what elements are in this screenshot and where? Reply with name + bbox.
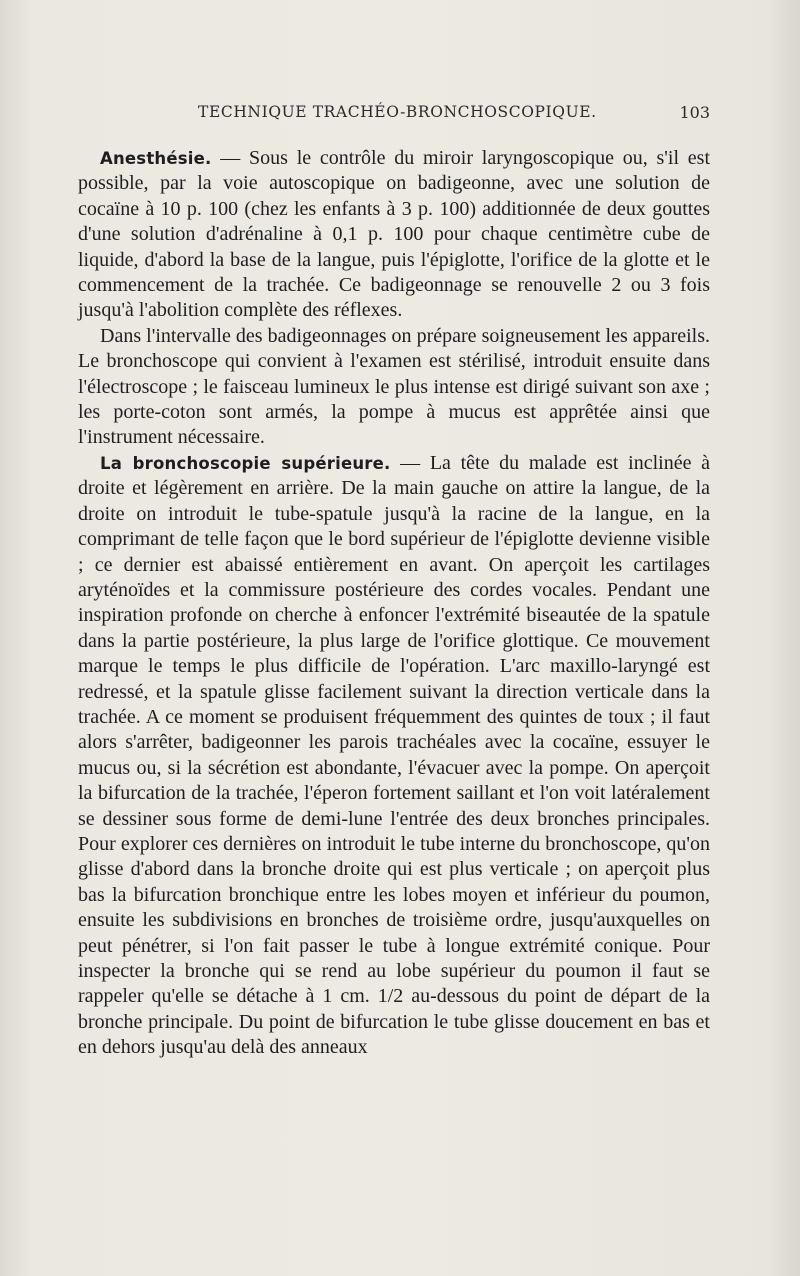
paragraph-text: — Sous le contrôle du miroir laryngoscopique ou, s'il est possible, par la voie autoscopique on badigeonne, avec une solution de cocaïne à 10 p. 100 (chez les enfants à 3 p. 100) additionnée de deux gouttes d'une solution d'adrénaline à 0,1 p. 100 pour chaque centimètre cube de liquide, d'abord la base de la langue, puis l'épiglotte, l'orifice de la glotte et le commencement de la trachée. Ce badigeonnage se renouvelle 2 ou 3 fois jusqu'à l'abolition complète des réflexes. <box>78 147 710 322</box>
paragraph-anesthesie <box>78 146 710 324</box>
paragraph-text: — La tête du malade est inclinée à droite et légèrement en arrière. De la main gauche on attire la langue, de la droite on introduit le tube-spatule jusqu'à la racine de la langue, en la comprimant de telle façon que le bord supérieur de l'épiglotte devienne visible ; ce dernier est abaissé entièrement en avant. On aperçoit les cartilages aryténoïdes et la commissure postérieure des cordes vocales. Pendant une inspiration profonde on cherche à enfoncer l'extrémité biseautée de la spatule dans la partie postérieure, la plus large de l'orifice glottique. Ce mouvement marque le temps le plus difficile de l'opération. L'arc maxillo-laryngé est redressé, et la spatule glisse facilement suivant la direction verticale dans la trachée. A ce moment se produisent fréquemment des quintes de toux ; il faut alors s'arrêter, badigeonner les parois trachéales avec la cocaïne, essuyer le mucus ou, si la sécrétion est abondante, l'évacuer avec la pompe. On aperçoit la bifurcation de la trachée, l'éperon fortement saillant et l'on voit latéralement se dessiner sous forme de demi-lune l'entrée des deux bronches principales. Pour explorer ces dernières on introduit le tube interne du bronchoscope, qu'on glisse d'abord dans la bronche droite qui est plus verticale ; on aperçoit plus bas la bifurcation bronchique entre les lobes moyen et inférieur du poumon, ensuite les subdivisions en bronches de troisième ordre, jusqu'auxquelles on peut pénétrer, si l'on fait passer le tube à longue extrémité conique. Pour inspecter la bronche qui se rend au lobe supérieur du poumon il faut se rappeler qu'elle se détache à 1 cm. 1/2 au-dessous du point de départ de la bronche principale. Du point de bifurcation le tube glisse doucement en bas et en dehors jusqu'au delà des anneaux <box>78 451 710 1059</box>
paragraph-preparation <box>78 324 710 451</box>
running-title: TECHNIQUE TRACHÉO-BRONCHOSCOPIQUE. <box>198 103 597 121</box>
page-header <box>78 103 710 131</box>
page-number: 103 <box>679 103 710 122</box>
paragraph-text: Dans l'intervalle des badigeonnages on prépare soigneusement les appareils. Le bronchoscope qui convient à l'examen est stérilisé, introduit ensuite dans l'électroscope ; le faisceau lumineux le plus intense est dirigé suivant son axe ; les porte-coton sont armés, la pompe à mucus est apprêtée ainsi que l'instrument nécessaire. <box>78 324 710 449</box>
paragraph-heading: La bronchoscopie supérieure. <box>100 453 391 473</box>
paragraph-bronchoscopie-superieure <box>78 451 710 1061</box>
body-text <box>78 146 710 1061</box>
paragraph-heading: Anesthésie. <box>100 149 212 168</box>
